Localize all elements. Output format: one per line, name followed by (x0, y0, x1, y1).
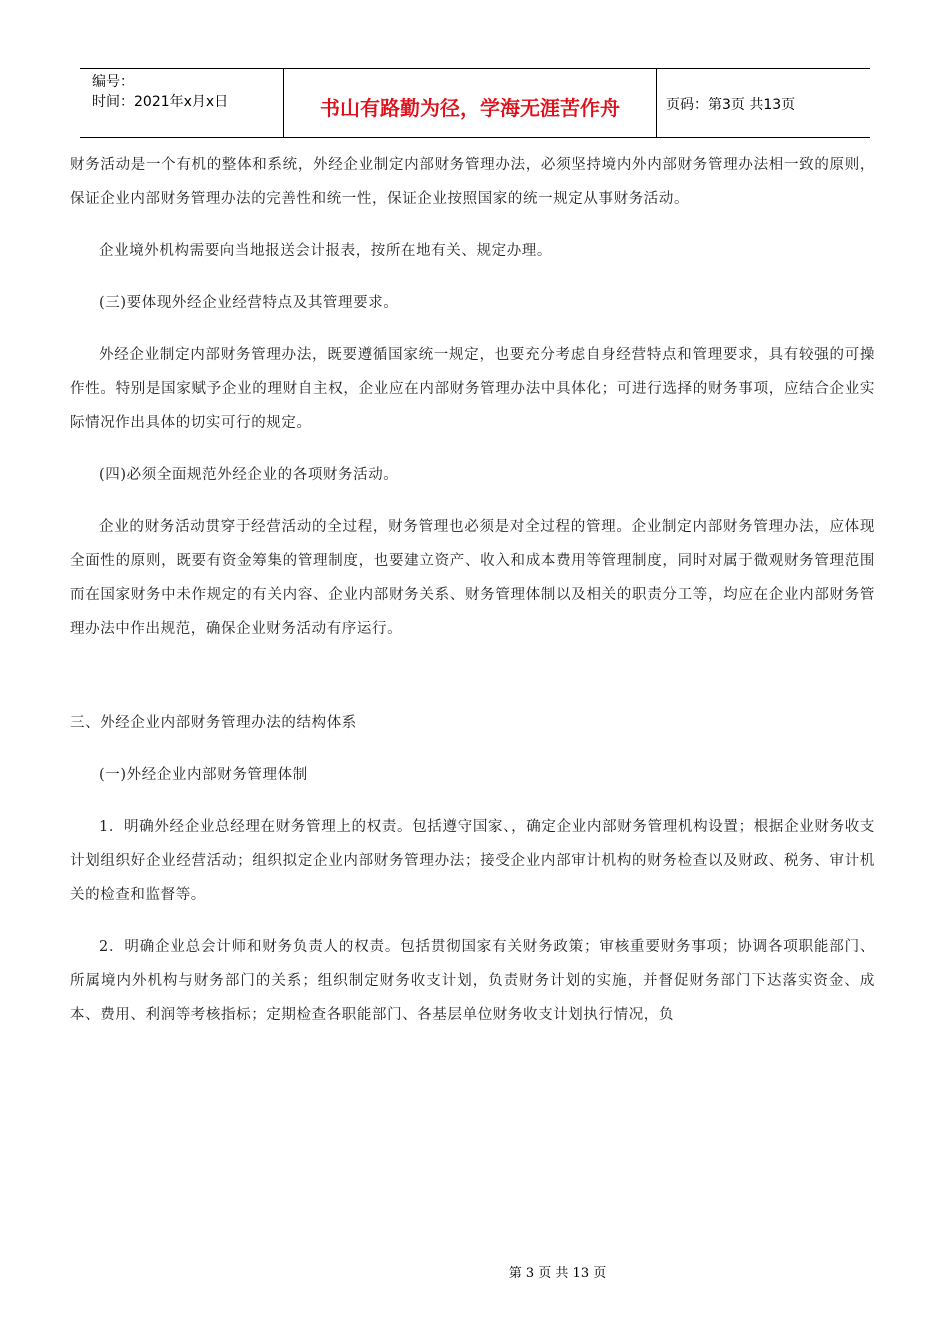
paragraph: 外经企业制定内部财务管理办法，既要遵循国家统一规定，也要充分考虑自身经营特点和管理要求，具有较强的可操作性。特别是国家赋予企业的理财自主权，企业应在内部财务管理办法中具体化；可进行选择的财务事项，应结合企业实际情况作出具体的切实可行的规定。 (70, 347, 875, 431)
header-left-cell (80, 69, 283, 137)
header-page-number: 页码：第3页 共13页 (666, 97, 796, 113)
paragraph: 企业的财务活动贯穿于经营活动的全过程，财务管理也必须是对全过程的管理。企业制定内部财务管理办法，应体现全面性的原则，既要有资金筹集的管理制度，也要建立资产、收入和成本费用等管理制度，同时对属于微观财务管理范围而在国家财务中未作规定的有关内容、企业内部财务关系、财务管理体制以及相关的职责分工等，均应在企业内部财务管理办法中作出规范，确保企业财务活动有序运行。 (70, 519, 875, 637)
header-center-cell (283, 69, 657, 137)
paragraph-continuation: 财务活动是一个有机的整体和系统，外经企业制定内部财务管理办法，必须坚持境内外内部财务管理办法相一致的原则，保证企业内部财务管理办法的完善性和统一性，保证企业按照国家的统一规定从事财务活动。 (70, 157, 875, 207)
header-motto: 书山有路勤为径，学海无涯苦作舟 (320, 96, 620, 120)
paragraph: 企业境外机构需要向当地报送会计报表，按所在地有关、规定办理。 (99, 243, 552, 259)
page-footer: 第 3 页 共 13 页 (508, 1266, 607, 1281)
document-date: 时间：2021年x月x日 (92, 94, 229, 110)
list-item: 1．明确外经企业总经理在财务管理上的权责。包括遵守国家、，确定企业内部财务管理机构设置；根据企业财务收支计划组织好企业经营活动；组织拟定企业内部财务管理办法；接受企业内部审计机构的财务检查以及财政、税务、审计机关的检查和监督等。 (70, 819, 875, 903)
document-body (70, 148, 875, 1032)
document-code-label: 编号： (92, 74, 134, 90)
subsection-heading: (三)要体现外经企业经营特点及其管理要求。 (99, 295, 399, 311)
subsection-heading: (四)必须全面规范外经企业的各项财务活动。 (99, 467, 399, 483)
header-right-cell (656, 69, 870, 137)
list-item: 2．明确企业总会计师和财务负责人的权责。包括贯彻国家有关财务政策；审核重要财务事项；协调各项职能部门、所属境内外机构与财务部门的关系；组织制定财务收支计划，负责财务计划的实施，并督促财务部门下达落实资金、成本、费用、利润等考核指标；定期检查各职能部门、各基层单位财务收支计划执行情况，负 (70, 939, 875, 1023)
subsection-heading: (一)外经企业内部财务管理体制 (99, 767, 308, 783)
section-heading: 三、外经企业内部财务管理办法的结构体系 (70, 715, 357, 731)
page-header (80, 68, 870, 138)
